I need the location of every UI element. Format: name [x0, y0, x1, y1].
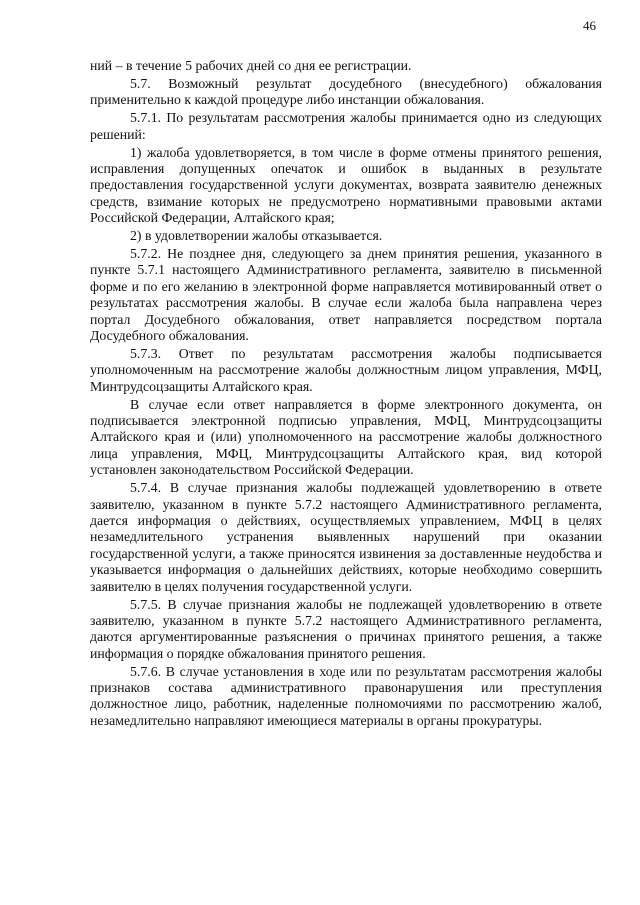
paragraph-5-7-6: 5.7.6. В случае установления в ходе или по результатам рассмотрения жалобы признаков состава административного правонарушения или преступления должностное лицо, работник, наделенные полномочиями по рассмотрению жалоб, незамедлительно направляют имеющиеся материалы в органы прокуратуры. — [90, 663, 602, 728]
paragraph-5-7: 5.7. Возможный результат досудебного (внесудебного) обжалования применительно к каждой процедуре либо инстанции обжалования. — [90, 75, 602, 108]
paragraph-5-7-2: 5.7.2. Не позднее дня, следующего за днем принятия решения, указанного в пункте 5.7.1 настоящего Административного регламента, заявителю в письменной форме и по его желанию в электронной форме направляется мотивированный ответ о результатах рассмотрения жалобы. В случае если жалоба была направлена через портал Досудебного обжалования, ответ направляется посредством портала Досудебного обжалования. — [90, 245, 602, 343]
list-item-1: 1) жалоба удовлетворяется, в том числе в форме отмены принятого решения, исправления допущенных опечаток и ошибок в выданных в результате предоставления государственной услуги документах, возврата заявителю денежных средств, взимание которых не предусмотрено нормативными правовыми актами Российской Федерации, Алтайского края; — [90, 144, 602, 226]
list-item-2: 2) в удовлетворении жалобы отказывается. — [130, 228, 383, 244]
page-number: 46 — [583, 18, 596, 33]
paragraph-5-7-3: 5.7.3. Ответ по результатам рассмотрения жалобы подписывается уполномоченным на рассмотрение жалобы должностным лицом управления, МФЦ, Минтрудсоцзащиты Алтайского края. — [90, 345, 602, 394]
document-body — [90, 58, 602, 731]
paragraph-5-7-4: 5.7.4. В случае признания жалобы подлежащей удовлетворению в ответе заявителю, указанном в пункте 5.7.2 настоящего Административного регламента, дается информация о действиях, осуществляемых управлением, МФЦ в целях незамедлительного устранения выявленных нарушений при оказании государственной услуги, а также приносятся извинения за доставленные неудобства и указывается информация о дальнейших действиях, которые необходимо совершить заявителю в целях получения государственной услуги. — [90, 480, 602, 594]
paragraph-5-7-5: 5.7.5. В случае признания жалобы не подлежащей удовлетворению в ответе заявителю, указанном в пункте 5.7.2 настоящего Административного регламента, даются аргументированные разъяснения о причинах принятого решения, а также информация о порядке обжалования принятого решения. — [90, 596, 602, 661]
paragraph-electronic-signature: В случае если ответ направляется в форме электронного документа, он подписывается электронной подписью управления, МФЦ, Минтрудсоцзащиты Алтайского края и (или) уполномоченного на рассмотрение жалобы должностного лица управления, МФЦ, Минтрудсоцзащиты Алтайского края, вид которой установлен законодательством Российской Федерации. — [90, 396, 602, 478]
paragraph-5-7-1: 5.7.1. По результатам рассмотрения жалобы принимается одно из следующих решений: — [90, 110, 602, 142]
paragraph-continuation: ний – в течение 5 рабочих дней со дня ее регистрации. — [90, 58, 412, 73]
